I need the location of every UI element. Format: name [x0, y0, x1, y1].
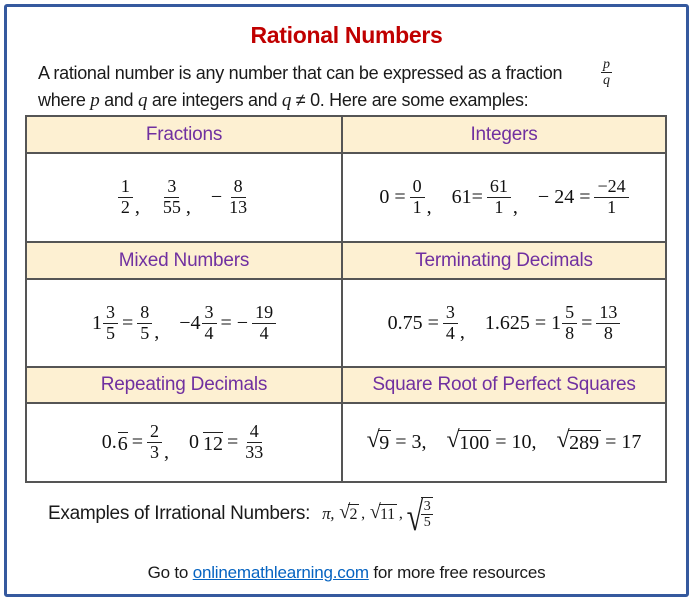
fraction-example	[211, 177, 250, 218]
cell-repeating-examples	[27, 404, 343, 481]
radical-over-fraction	[406, 494, 434, 540]
irrational-examples: π, √ 2 , √ 11 , √ 3 5	[322, 497, 433, 531]
fraction: 3 5	[421, 497, 434, 531]
radical-icon: √	[366, 427, 380, 453]
irrational-label: Examples of Irrational Numbers:	[48, 502, 311, 524]
fraction: 1 2	[118, 177, 133, 218]
square-root-example: √ 9 = 3,	[366, 427, 427, 454]
cell-square-root-examples	[343, 404, 665, 481]
fraction: $\frac{3}{5}$	[103, 303, 118, 344]
repeating-bar: 6	[117, 432, 128, 455]
fraction: $\frac{8}{13}$	[229, 176, 248, 217]
radical-icon: √	[369, 500, 381, 523]
integer-example: 61= $\frac{61}{1}$ ,	[451, 176, 518, 218]
radical-icon: √	[556, 427, 570, 453]
footer-suffix: for more free resources	[368, 563, 546, 582]
minus-sign: −	[210, 186, 223, 208]
mixed-number-example: 1 $\frac{3}{5}$ = $\frac{8}{5}$ ,	[91, 301, 160, 344]
page-title: Rational Numbers	[250, 22, 443, 48]
integer-example: 0 = $\frac{0}{1}$ ,	[379, 176, 432, 218]
header-integers: Integers	[343, 117, 665, 154]
onlinemathlearning-link[interactable]: onlinemathlearning.com	[192, 563, 369, 582]
radical: √ 100	[446, 427, 490, 454]
fraction: $\frac{3}{4}$	[202, 303, 217, 344]
cell-integers-examples	[343, 154, 665, 243]
intro-line2: where p and q are integers and q ≠ 0. Here are some examples:	[38, 90, 529, 111]
fraction: $\frac{-24}{1}$	[594, 177, 628, 218]
header-mixed-numbers: Mixed Numbers	[27, 243, 343, 280]
fraction: $\frac{4}{33}$	[245, 421, 264, 462]
examples-table	[25, 115, 667, 483]
irrational-numbers-line	[48, 494, 433, 540]
footer	[0, 563, 693, 583]
cell-terminating-examples	[343, 280, 665, 368]
radical: √ 2	[339, 500, 358, 523]
pi-symbol: π,	[322, 503, 335, 523]
integer-example: − 24 = $\frac{-24}{1}$	[538, 177, 629, 218]
cell-fractions-examples	[27, 154, 343, 243]
square-root-example: √ 289 = 17	[556, 427, 642, 454]
header-fractions: Fractions	[27, 117, 343, 154]
fraction: $\frac{2}{3}$	[147, 422, 162, 463]
intro-paragraph	[38, 60, 598, 114]
fraction: $\frac{19}{4}$	[252, 303, 276, 344]
header-square-roots: Square Root of Perfect Squares	[343, 368, 665, 404]
fraction-example: 3 55 ,	[160, 177, 191, 218]
repeating-decimal-example: 0 12 = $\frac{4}{33}$	[189, 422, 266, 463]
repeating-decimal-example: 0. 6 = $\frac{2}{3}$ ,	[101, 421, 169, 463]
header-repeating-decimals: Repeating Decimals	[27, 368, 343, 404]
square-root-example: √ 100 = 10,	[446, 427, 537, 454]
radical-icon: √	[446, 427, 460, 453]
cell-mixed-examples	[27, 280, 343, 368]
radical: √ 289	[556, 427, 600, 454]
header-terminating-decimals: Terminating Decimals	[343, 243, 665, 280]
intro-line1: A rational number is any number that can be expressed as a fraction	[38, 63, 563, 83]
fraction: $\frac{13}{8}$	[596, 303, 620, 344]
fraction-example: 1 2 ,	[118, 177, 140, 218]
fraction: $\frac{61}{1}$	[487, 177, 511, 218]
radical-icon: √	[406, 494, 423, 540]
p-over-q-fraction: p q	[603, 57, 610, 89]
radical-icon: √	[339, 500, 350, 523]
fraction: $\frac{8}{5}$	[137, 303, 152, 344]
mixed-number-example: −4 $\frac{3}{4}$ = − $\frac{19}{4}$	[179, 303, 276, 344]
fraction: 3 55	[162, 176, 181, 217]
radical: √ 11	[369, 500, 395, 523]
terminating-decimal-example: 1.625 = 1 $\frac{5}{8}$ = $\frac{13}{8}$	[485, 303, 621, 344]
footer-prefix: Go to	[147, 563, 193, 582]
radical: √ 9	[366, 427, 390, 454]
fraction: $\frac{0}{1}$	[410, 177, 425, 218]
terminating-decimal-example: 0.75 = $\frac{3}{4}$ ,	[387, 301, 465, 344]
repeating-bar: 12	[203, 432, 223, 455]
fraction: $\frac{3}{4}$	[443, 303, 458, 344]
fraction: $\frac{5}{8}$	[562, 303, 577, 344]
